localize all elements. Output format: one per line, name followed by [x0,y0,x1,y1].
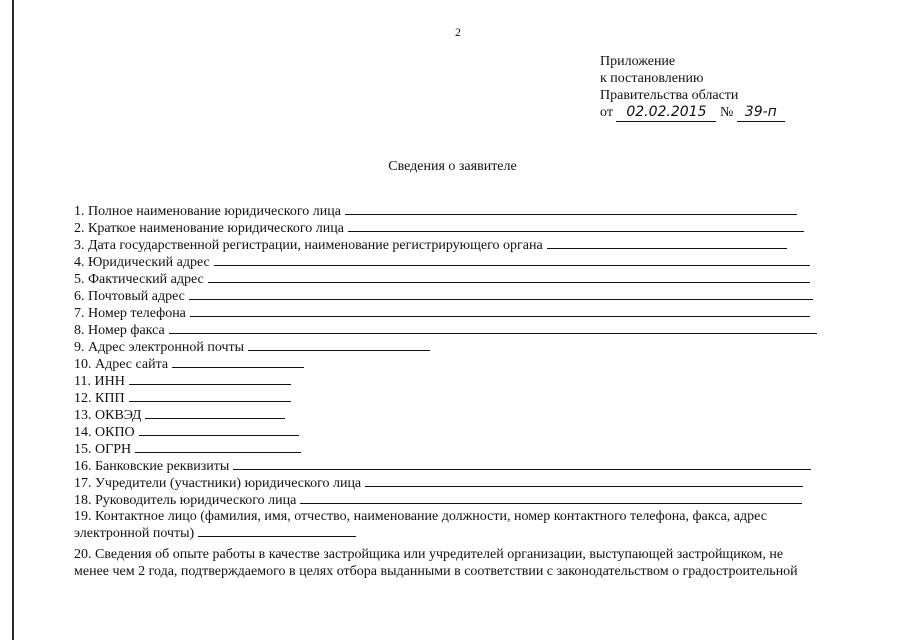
approval-block [600,53,785,122]
field-label: 9. Адрес электронной почты [74,340,245,355]
field-blank[interactable] [129,389,291,402]
field-row [74,389,854,406]
field-blank[interactable] [345,202,797,215]
field-label: 12. КПП [74,391,125,406]
approval-line-2: к постановлению [600,71,704,86]
field-blank[interactable] [348,219,804,232]
field-row [74,355,854,372]
field-row [74,406,854,423]
field-blank[interactable] [189,287,813,300]
field-label: 15. ОГРН [74,442,132,457]
field-label: 14. ОКПО [74,425,135,440]
field-row [74,423,854,440]
field-blank[interactable] [248,338,430,351]
field-blank[interactable] [139,423,299,436]
field-blank[interactable] [169,321,817,334]
field-label: 5. Фактический адрес [74,272,204,287]
contact-person-line-2 [74,525,854,542]
field-label: 18. Руководитель юридического лица [74,493,297,508]
experience-line-1: 20. Сведения об опыте работы в качестве застройщика или учредителей организации, выступающей застройщиком, не [74,547,784,562]
page-number: 2 [455,25,461,39]
field-row [74,253,854,270]
field-blank[interactable] [198,525,356,537]
field-label: 13. ОКВЭД [74,408,142,423]
field-label: 8. Номер факса [74,323,165,338]
field-label: 11. ИНН [74,374,125,389]
contact-person-label-end: электронной почты) [74,526,195,541]
field-label: 1. Полное наименование юридического лица [74,204,341,219]
field-row [74,236,854,253]
contact-person-item [74,508,854,542]
field-blank[interactable] [233,457,811,470]
field-label: 17. Учредители (участники) юридического лица [74,476,362,491]
contact-person-line-1: 19. Контактное лицо (фамилия, имя, отчество, наименование должности, номер контактного телефона, факса, адрес [74,509,767,524]
field-blank[interactable] [300,491,802,504]
field-row [74,270,854,287]
field-blank[interactable] [214,253,810,266]
field-label: 6. Почтовый адрес [74,289,185,304]
field-row [74,372,854,389]
field-row [74,287,854,304]
field-blank[interactable] [208,270,810,283]
field-blank[interactable] [135,440,301,453]
field-label: 16. Банковские реквизиты [74,459,230,474]
experience-line-2: менее чем 2 года, подтверждаемого в целях отбора выданными в соответствии с законодательством о градостроительной [74,564,798,579]
field-blank[interactable] [547,236,787,249]
field-blank[interactable] [190,304,810,317]
field-blank[interactable] [129,372,291,385]
field-row [74,202,854,219]
page-edge-line [12,0,14,640]
field-row [74,321,854,338]
applicant-fields [74,202,854,580]
field-blank[interactable] [172,355,304,368]
field-label: 10. Адрес сайта [74,357,169,372]
document-title: Сведения о заявителе [388,159,517,174]
field-row [74,338,854,355]
field-label: 2. Краткое наименование юридического лица [74,221,344,236]
field-blank[interactable] [145,406,285,419]
field-label: 4. Юридический адрес [74,255,210,270]
experience-item [74,546,854,580]
field-row [74,457,854,474]
approval-date: 02.02.2015 [616,104,716,122]
field-row [74,440,854,457]
approval-number: 39-п [737,104,785,122]
field-label: 3. Дата государственной регистрации, наименование регистрирующего органа [74,238,543,253]
field-label: 7. Номер телефона [74,306,186,321]
field-row [74,304,854,321]
approval-line-3: Правительства области [600,88,739,103]
approval-number-label: № [719,105,734,120]
field-row [74,491,854,508]
approval-from-label: от [600,105,613,120]
field-row [74,219,854,236]
field-row [74,474,854,491]
approval-line-1: Приложение [600,54,676,69]
field-blank[interactable] [365,474,803,487]
approval-date-line [600,104,785,122]
